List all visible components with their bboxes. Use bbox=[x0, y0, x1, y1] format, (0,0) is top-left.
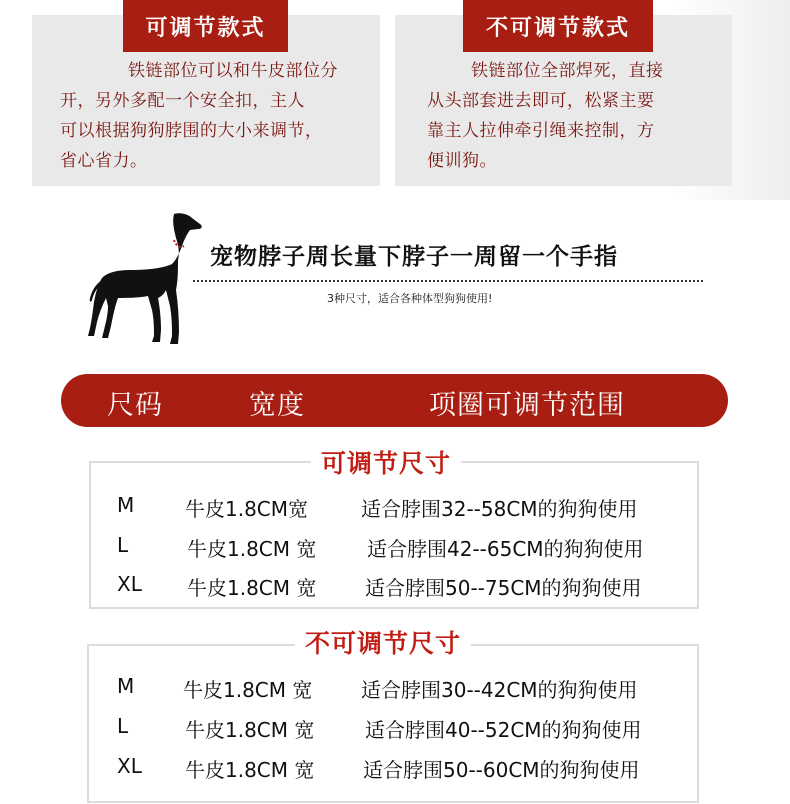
header-size-label: 尺码 bbox=[107, 390, 163, 421]
range-cell: 适合脖围50--60CM的狗狗使用 bbox=[363, 758, 640, 782]
width-cell: 牛皮1.8CM 宽 bbox=[187, 576, 317, 600]
width-cell: 牛皮1.8CM 宽 bbox=[185, 718, 315, 742]
width-cell: 牛皮1.8CM 宽 bbox=[185, 758, 315, 782]
description-line: 省心省力。 bbox=[60, 151, 148, 171]
range-cell: 适合脖围42--65CM的狗狗使用 bbox=[367, 537, 644, 561]
size-table-header bbox=[61, 374, 728, 427]
size-cell: L bbox=[117, 533, 129, 557]
description-line: 开，另外多配一个安全扣，主人 bbox=[60, 91, 305, 111]
width-cell: 牛皮1.8CM 宽 bbox=[187, 537, 317, 561]
size-cell: XL bbox=[117, 572, 142, 596]
width-cell: 牛皮1.8CM 宽 bbox=[183, 678, 313, 702]
description-line: 便训狗。 bbox=[427, 151, 497, 171]
description-line: 可以根据狗狗脖围的大小来调节， bbox=[60, 121, 323, 141]
width-cell: 牛皮1.8CM宽 bbox=[185, 497, 309, 521]
fixed-style-title: 不可调节款式 bbox=[463, 0, 653, 52]
range-cell: 适合脖围30--42CM的狗狗使用 bbox=[361, 678, 638, 702]
fixed-style-card bbox=[395, 15, 732, 186]
dog-silhouette-icon bbox=[88, 210, 208, 345]
header-width-label: 宽度 bbox=[249, 390, 305, 421]
fixed-style-description bbox=[427, 56, 707, 176]
measure-instruction-title: 宠物脖子周长量下脖子一周留一个手指 bbox=[210, 243, 618, 270]
size-cell: M bbox=[117, 493, 135, 517]
description-line: 铁链部位可以和牛皮部位分 bbox=[128, 61, 338, 81]
adjustable-style-description bbox=[60, 56, 360, 176]
adjustable-size-table bbox=[89, 461, 699, 609]
range-cell: 适合脖围40--52CM的狗狗使用 bbox=[365, 718, 642, 742]
fixed-size-title: 不可调节尺寸 bbox=[295, 624, 471, 660]
description-line: 靠主人拉伸牵引绳来控制，方 bbox=[427, 121, 655, 141]
range-cell: 适合脖围32--58CM的狗狗使用 bbox=[361, 497, 638, 521]
description-line: 从头部套进去即可，松紧主要 bbox=[427, 91, 655, 111]
size-cell: XL bbox=[117, 754, 142, 778]
size-cell: L bbox=[117, 714, 129, 738]
adjustable-style-card bbox=[32, 15, 380, 186]
fixed-size-table bbox=[87, 644, 699, 803]
measure-instruction-subtitle: 3种尺寸，适合各种体型狗狗使用! bbox=[327, 292, 493, 305]
adjustable-style-title: 可调节款式 bbox=[123, 0, 288, 52]
header-range-label: 项圈可调节范围 bbox=[429, 390, 625, 421]
range-cell: 适合脖围50--75CM的狗狗使用 bbox=[365, 576, 642, 600]
dotted-divider bbox=[193, 280, 703, 282]
adjustable-size-title: 可调节尺寸 bbox=[311, 444, 461, 480]
size-cell: M bbox=[117, 674, 135, 698]
description-line: 铁链部位全部焊死，直接 bbox=[471, 61, 664, 81]
